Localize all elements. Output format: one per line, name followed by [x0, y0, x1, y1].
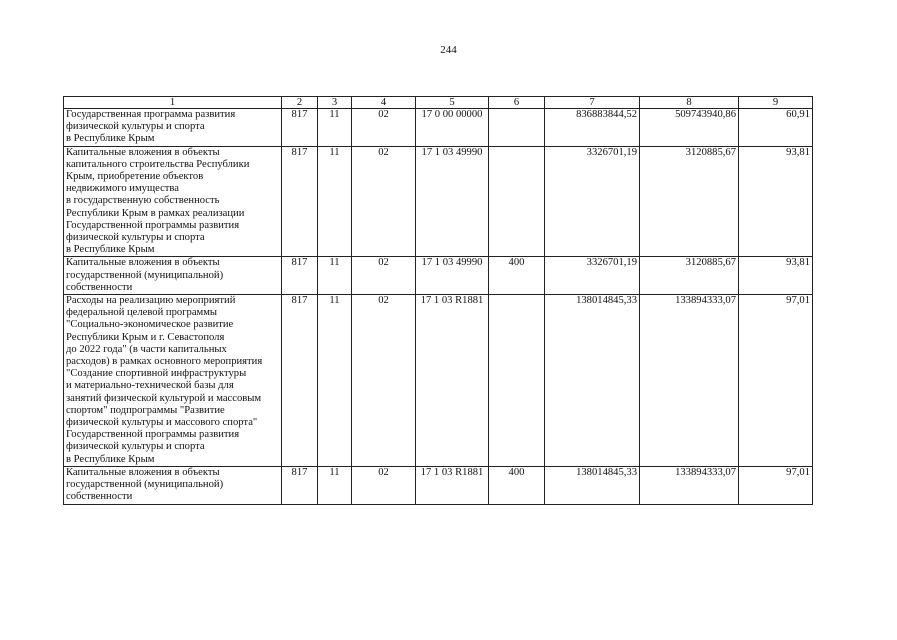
- planned-amount-cell: 3326701,19: [545, 257, 640, 295]
- ministry-code-cell: 817: [282, 257, 318, 295]
- expense-name-line: в государственную собственность: [66, 195, 220, 207]
- subsection-code-cell: 02: [352, 257, 416, 295]
- table-row: [64, 257, 813, 295]
- execution-percent-cell: 97,01: [739, 295, 813, 467]
- expense-type-cell: 400: [489, 257, 545, 295]
- section-code-cell: 11: [318, 146, 352, 257]
- expense-type-cell: [489, 109, 545, 147]
- expense-name-line: Республики Крым в рамках реализации: [66, 207, 245, 219]
- expense-name-line: физической культуры и спорта: [66, 232, 205, 244]
- expense-name-line: Государственная программа развития: [66, 109, 236, 120]
- expense-type-cell: [489, 295, 545, 467]
- target-article-cell: 17 1 03 R1881: [416, 466, 489, 504]
- expense-name-line: занятий физической культурой и массовым: [66, 392, 262, 404]
- column-header: 6: [489, 97, 545, 109]
- target-article-cell: 17 1 03 49990: [416, 146, 489, 257]
- subsection-code-cell: 02: [352, 466, 416, 504]
- expense-name-line: капитального строительства Республики: [66, 158, 250, 170]
- actual-amount-cell: 509743940,86: [640, 109, 739, 147]
- expense-name-line: Государственной программы развития: [66, 429, 240, 441]
- expense-name-cell: [64, 146, 282, 257]
- table-body: [64, 109, 813, 505]
- expense-name-line: Республики Крым и г. Севастополя: [66, 331, 225, 343]
- column-header: 8: [640, 97, 739, 109]
- ministry-code-cell: 817: [282, 109, 318, 147]
- table-row: [64, 295, 813, 467]
- ministry-code-cell: 817: [282, 295, 318, 467]
- expense-name-line: государственной (муниципальной): [66, 269, 224, 281]
- expense-name-line: в Республике Крым: [66, 244, 155, 256]
- actual-amount-cell: 3120885,67: [640, 146, 739, 257]
- expense-name-line: "Создание спортивной инфраструктуры: [66, 368, 247, 380]
- expense-name-line: до 2022 года" (в части капитальных: [66, 343, 227, 355]
- budget-table: [63, 96, 813, 505]
- subsection-code-cell: 02: [352, 295, 416, 467]
- expense-name-line: "Социально-экономическое развитие: [66, 319, 234, 331]
- expense-type-cell: 400: [489, 466, 545, 504]
- planned-amount-cell: 836883844,52: [545, 109, 640, 147]
- table-header-row: [64, 97, 813, 109]
- expense-name-line: Капитальные вложения в объекты: [66, 257, 220, 269]
- planned-amount-cell: 138014845,33: [545, 295, 640, 467]
- expense-name-line: государственной (муниципальной): [66, 479, 224, 491]
- expense-name-line: физической культуры и спорта: [66, 121, 205, 133]
- column-header: 4: [352, 97, 416, 109]
- expense-name-line: Капитальные вложения в объекты: [66, 466, 220, 478]
- expense-name-line: и материально-технической базы для: [66, 380, 234, 392]
- expense-name-line: расходов) в рамках основного мероприятия: [66, 356, 263, 368]
- execution-percent-cell: 60,91: [739, 109, 813, 147]
- section-code-cell: 11: [318, 295, 352, 467]
- page-number: 244: [440, 44, 457, 56]
- expense-name-cell: [64, 295, 282, 467]
- expense-name-line: собственности: [66, 491, 133, 503]
- table-row: [64, 109, 813, 147]
- table-row: [64, 466, 813, 504]
- execution-percent-cell: 97,01: [739, 466, 813, 504]
- ministry-code-cell: 817: [282, 146, 318, 257]
- ministry-code-cell: 817: [282, 466, 318, 504]
- expense-name-line: Расходы на реализацию мероприятий: [66, 295, 236, 307]
- column-header: 3: [318, 97, 352, 109]
- column-header: 1: [64, 97, 282, 109]
- target-article-cell: 17 0 00 00000: [416, 109, 489, 147]
- expense-name-cell: [64, 466, 282, 504]
- section-code-cell: 11: [318, 109, 352, 147]
- expense-name-line: физической культуры и спорта: [66, 441, 205, 453]
- execution-percent-cell: 93,81: [739, 146, 813, 257]
- expense-type-cell: [489, 146, 545, 257]
- subsection-code-cell: 02: [352, 146, 416, 257]
- expense-name-line: в Республике Крым: [66, 453, 155, 465]
- column-header: 5: [416, 97, 489, 109]
- expense-name-line: в Республике Крым: [66, 133, 155, 145]
- expense-name-line: собственности: [66, 281, 133, 293]
- section-code-cell: 11: [318, 257, 352, 295]
- expense-name-cell: [64, 109, 282, 147]
- expense-name-line: Капитальные вложения в объекты: [66, 146, 220, 158]
- column-header: 2: [282, 97, 318, 109]
- expense-name-line: недвижимого имущества: [66, 183, 179, 195]
- target-article-cell: 17 1 03 R1881: [416, 295, 489, 467]
- expense-name-line: Государственной программы развития: [66, 219, 240, 231]
- execution-percent-cell: 93,81: [739, 257, 813, 295]
- expense-name-line: федеральной целевой программы: [66, 307, 218, 319]
- planned-amount-cell: 138014845,33: [545, 466, 640, 504]
- actual-amount-cell: 3120885,67: [640, 257, 739, 295]
- expense-name-line: спортом" подпрограммы "Развитие: [66, 404, 225, 416]
- actual-amount-cell: 133894333,07: [640, 295, 739, 467]
- table-row: [64, 146, 813, 257]
- expense-name-line: Крым, приобретение объектов: [66, 171, 204, 183]
- planned-amount-cell: 3326701,19: [545, 146, 640, 257]
- target-article-cell: 17 1 03 49990: [416, 257, 489, 295]
- section-code-cell: 11: [318, 466, 352, 504]
- expense-name-cell: [64, 257, 282, 295]
- column-header: 7: [545, 97, 640, 109]
- column-header: 9: [739, 97, 813, 109]
- actual-amount-cell: 133894333,07: [640, 466, 739, 504]
- expense-name-line: физической культуры и массового спорта": [66, 417, 258, 429]
- subsection-code-cell: 02: [352, 109, 416, 147]
